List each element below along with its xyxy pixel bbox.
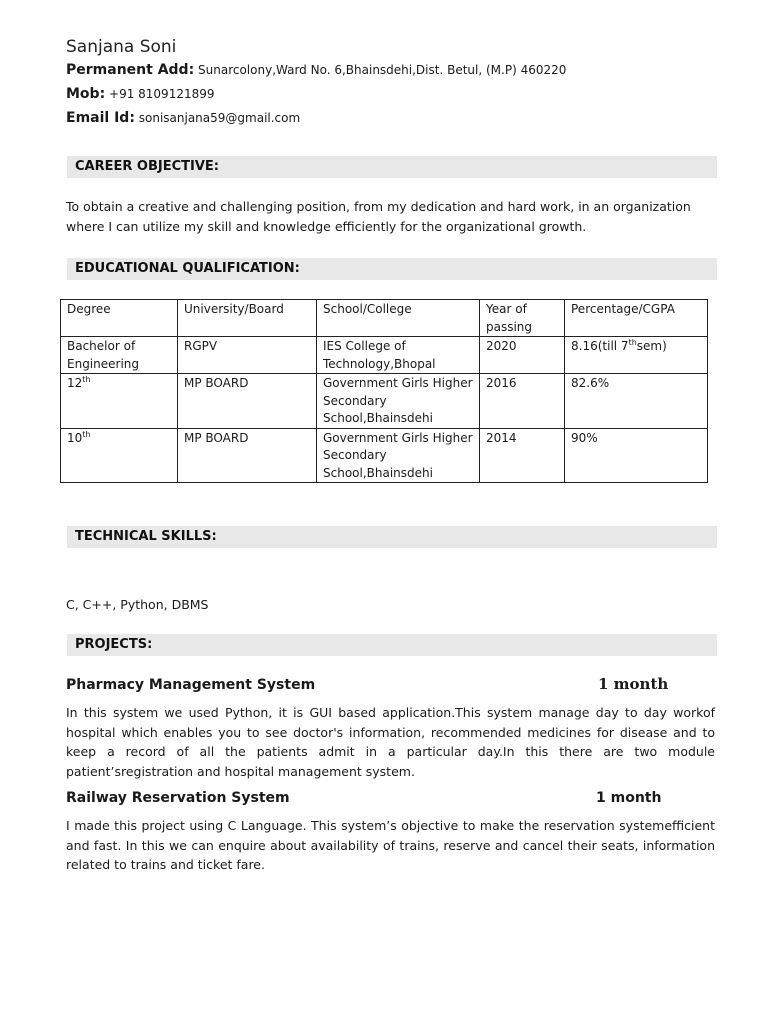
project-description: In this system we used Python, it is GUI based application.This system manage day to day workof hospital which enables you to see doctor's information, recommended medicines for disease and to keep a record of all the patients admit in a particular day.In this there are two module patient’sregistration and hospital management system.	[66, 705, 715, 779]
email-label: Email Id	[66, 110, 130, 126]
project-duration: 1 month	[598, 675, 669, 693]
cell-score: 90%	[565, 428, 708, 483]
career-line-2: where I can utilize my skill and knowledge efficiently for the organizational growth.	[66, 218, 587, 234]
cell-degree: 12th	[61, 374, 178, 429]
projects-heading: PROJECTS:	[75, 637, 153, 652]
header-school: School/College	[317, 300, 480, 337]
table-row	[61, 337, 708, 374]
cell-year: 2016	[480, 374, 565, 429]
mobile-colon: :	[99, 86, 106, 102]
cell-school: IES College of Technology,Bhopal	[317, 337, 480, 374]
header-degree: Degree	[61, 300, 178, 337]
address-row	[66, 62, 566, 78]
skills-band	[67, 526, 717, 548]
cell-degree: 10th	[61, 428, 178, 483]
cell-board: MP BOARD	[178, 428, 317, 483]
header-percentage: Percentage/CGPA	[565, 300, 708, 337]
cell-board: RGPV	[178, 337, 317, 374]
project-description: I made this project using C Language. This system’s objective to make the reservation systemefficient and fast. In this we can enquire about availability of trains, reserve and cancel their seats, information related to trains and ticket fare.	[66, 818, 715, 872]
career-objective-text	[66, 197, 716, 236]
career-objective-heading: CAREER OBJECTIVE:	[75, 159, 219, 174]
cell-year: 2014	[480, 428, 565, 483]
address-value: Sunarcolony,Ward No. 6,Bhainsdehi,Dist. Betul, (M.P) 460220	[198, 63, 567, 77]
header-university: University/Board	[178, 300, 317, 337]
table-row	[61, 374, 708, 429]
cell-score: 82.6%	[565, 374, 708, 429]
candidate-name: Sanjana Soni	[66, 37, 177, 57]
table-row	[61, 428, 708, 483]
email-colon: :	[129, 110, 135, 126]
cell-year: 2020	[480, 337, 565, 374]
education-table	[60, 299, 708, 483]
project-title: Railway Reservation System	[66, 790, 290, 806]
project-title: Pharmacy Management System	[66, 677, 316, 693]
cell-school: Government Girls Higher Secondary School,Bhainsdehi	[317, 374, 480, 429]
cell-board: MP BOARD	[178, 374, 317, 429]
projects-band	[67, 634, 717, 656]
education-band	[67, 258, 717, 280]
mobile-value: +91 8109121899	[109, 87, 215, 101]
address-colon: :	[188, 62, 195, 78]
email-row	[66, 110, 300, 126]
mobile-label: Mob	[66, 86, 100, 102]
mobile-row	[66, 86, 215, 102]
cell-degree: Bachelor of Engineering	[61, 337, 178, 374]
career-line-1: To obtain a creative and challenging position, from my dedication and hard work, in an organization	[66, 199, 691, 214]
career-objective-band	[67, 156, 717, 178]
project-duration: 1 month	[596, 790, 662, 806]
table-header-row	[61, 300, 708, 337]
header-year: Year of passing	[480, 300, 565, 337]
education-heading: EDUCATIONAL QUALIFICATION:	[75, 261, 300, 276]
cell-school: Government Girls Higher Secondary School,Bhainsdehi	[317, 428, 480, 483]
cell-score: 8.16(till 7thsem)	[565, 337, 708, 374]
email-value: sonisanjana59@gmail.com	[138, 111, 301, 125]
skills-list: C, C++, Python, DBMS	[66, 597, 209, 612]
address-label: Permanent Add	[66, 62, 189, 78]
skills-heading: TECHNICAL SKILLS:	[75, 529, 217, 544]
